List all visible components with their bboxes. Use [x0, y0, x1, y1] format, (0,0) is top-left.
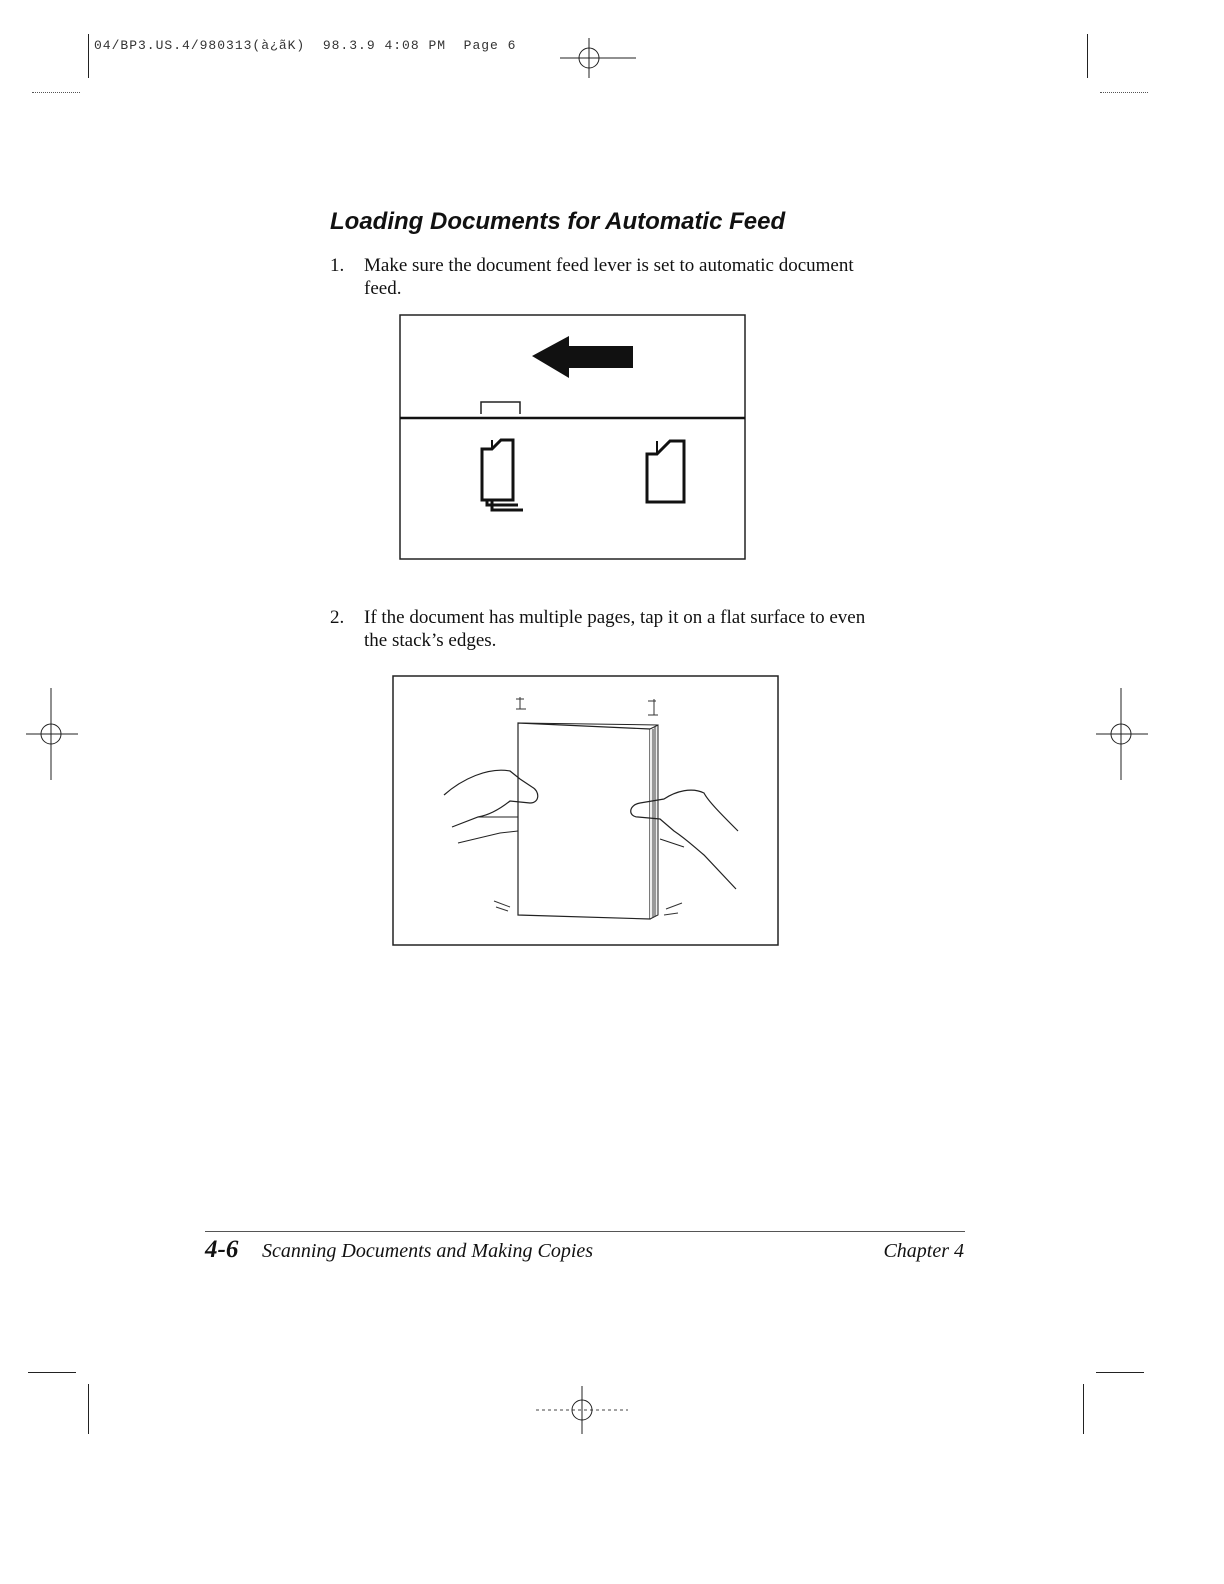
- footer-page-number: 4-6: [205, 1236, 239, 1263]
- crop-mark-top-right-dots: [1100, 92, 1148, 93]
- crop-mark-top-right: [1087, 34, 1088, 78]
- registration-mark-bottom: [534, 1384, 630, 1436]
- crop-mark-top-left: [88, 34, 89, 78]
- step-2-number: 2.: [330, 607, 345, 628]
- header-slug: 04/BP3.US.4/980313(à¿ãK) 98.3.9 4:08 PM Page 6: [94, 38, 517, 53]
- step-1-number: 1.: [330, 255, 345, 276]
- step-2-line-2: the stack’s edges.: [364, 630, 497, 651]
- tap-stack-figure: [392, 675, 780, 948]
- footer-chapter-title: Scanning Documents and Making Copies: [262, 1240, 594, 1262]
- step-1-line-2: feed.: [364, 278, 402, 299]
- crop-mark-bottom-left-h: [28, 1372, 76, 1373]
- crop-mark-bottom-right-h: [1096, 1372, 1144, 1373]
- step-1-line-1: Make sure the document feed lever is set to automatic document: [364, 255, 854, 276]
- footer-rule: [205, 1231, 965, 1232]
- section-title: Loading Documents for Automatic Feed: [330, 208, 786, 235]
- registration-mark-left: [24, 686, 80, 782]
- crop-mark-top-left-dots: [32, 92, 80, 93]
- step-1-text: [364, 254, 954, 300]
- footer-chapter-label: Chapter 4: [883, 1240, 964, 1262]
- crop-mark-bottom-left: [88, 1384, 89, 1434]
- step-2-line-1: If the document has multiple pages, tap it on a flat surface to even: [364, 607, 866, 628]
- registration-mark-right: [1094, 686, 1150, 782]
- feed-lever-figure: [399, 314, 747, 562]
- registration-mark-top: [560, 36, 640, 80]
- step-2-text: [364, 606, 954, 652]
- crop-mark-bottom-right: [1083, 1384, 1084, 1434]
